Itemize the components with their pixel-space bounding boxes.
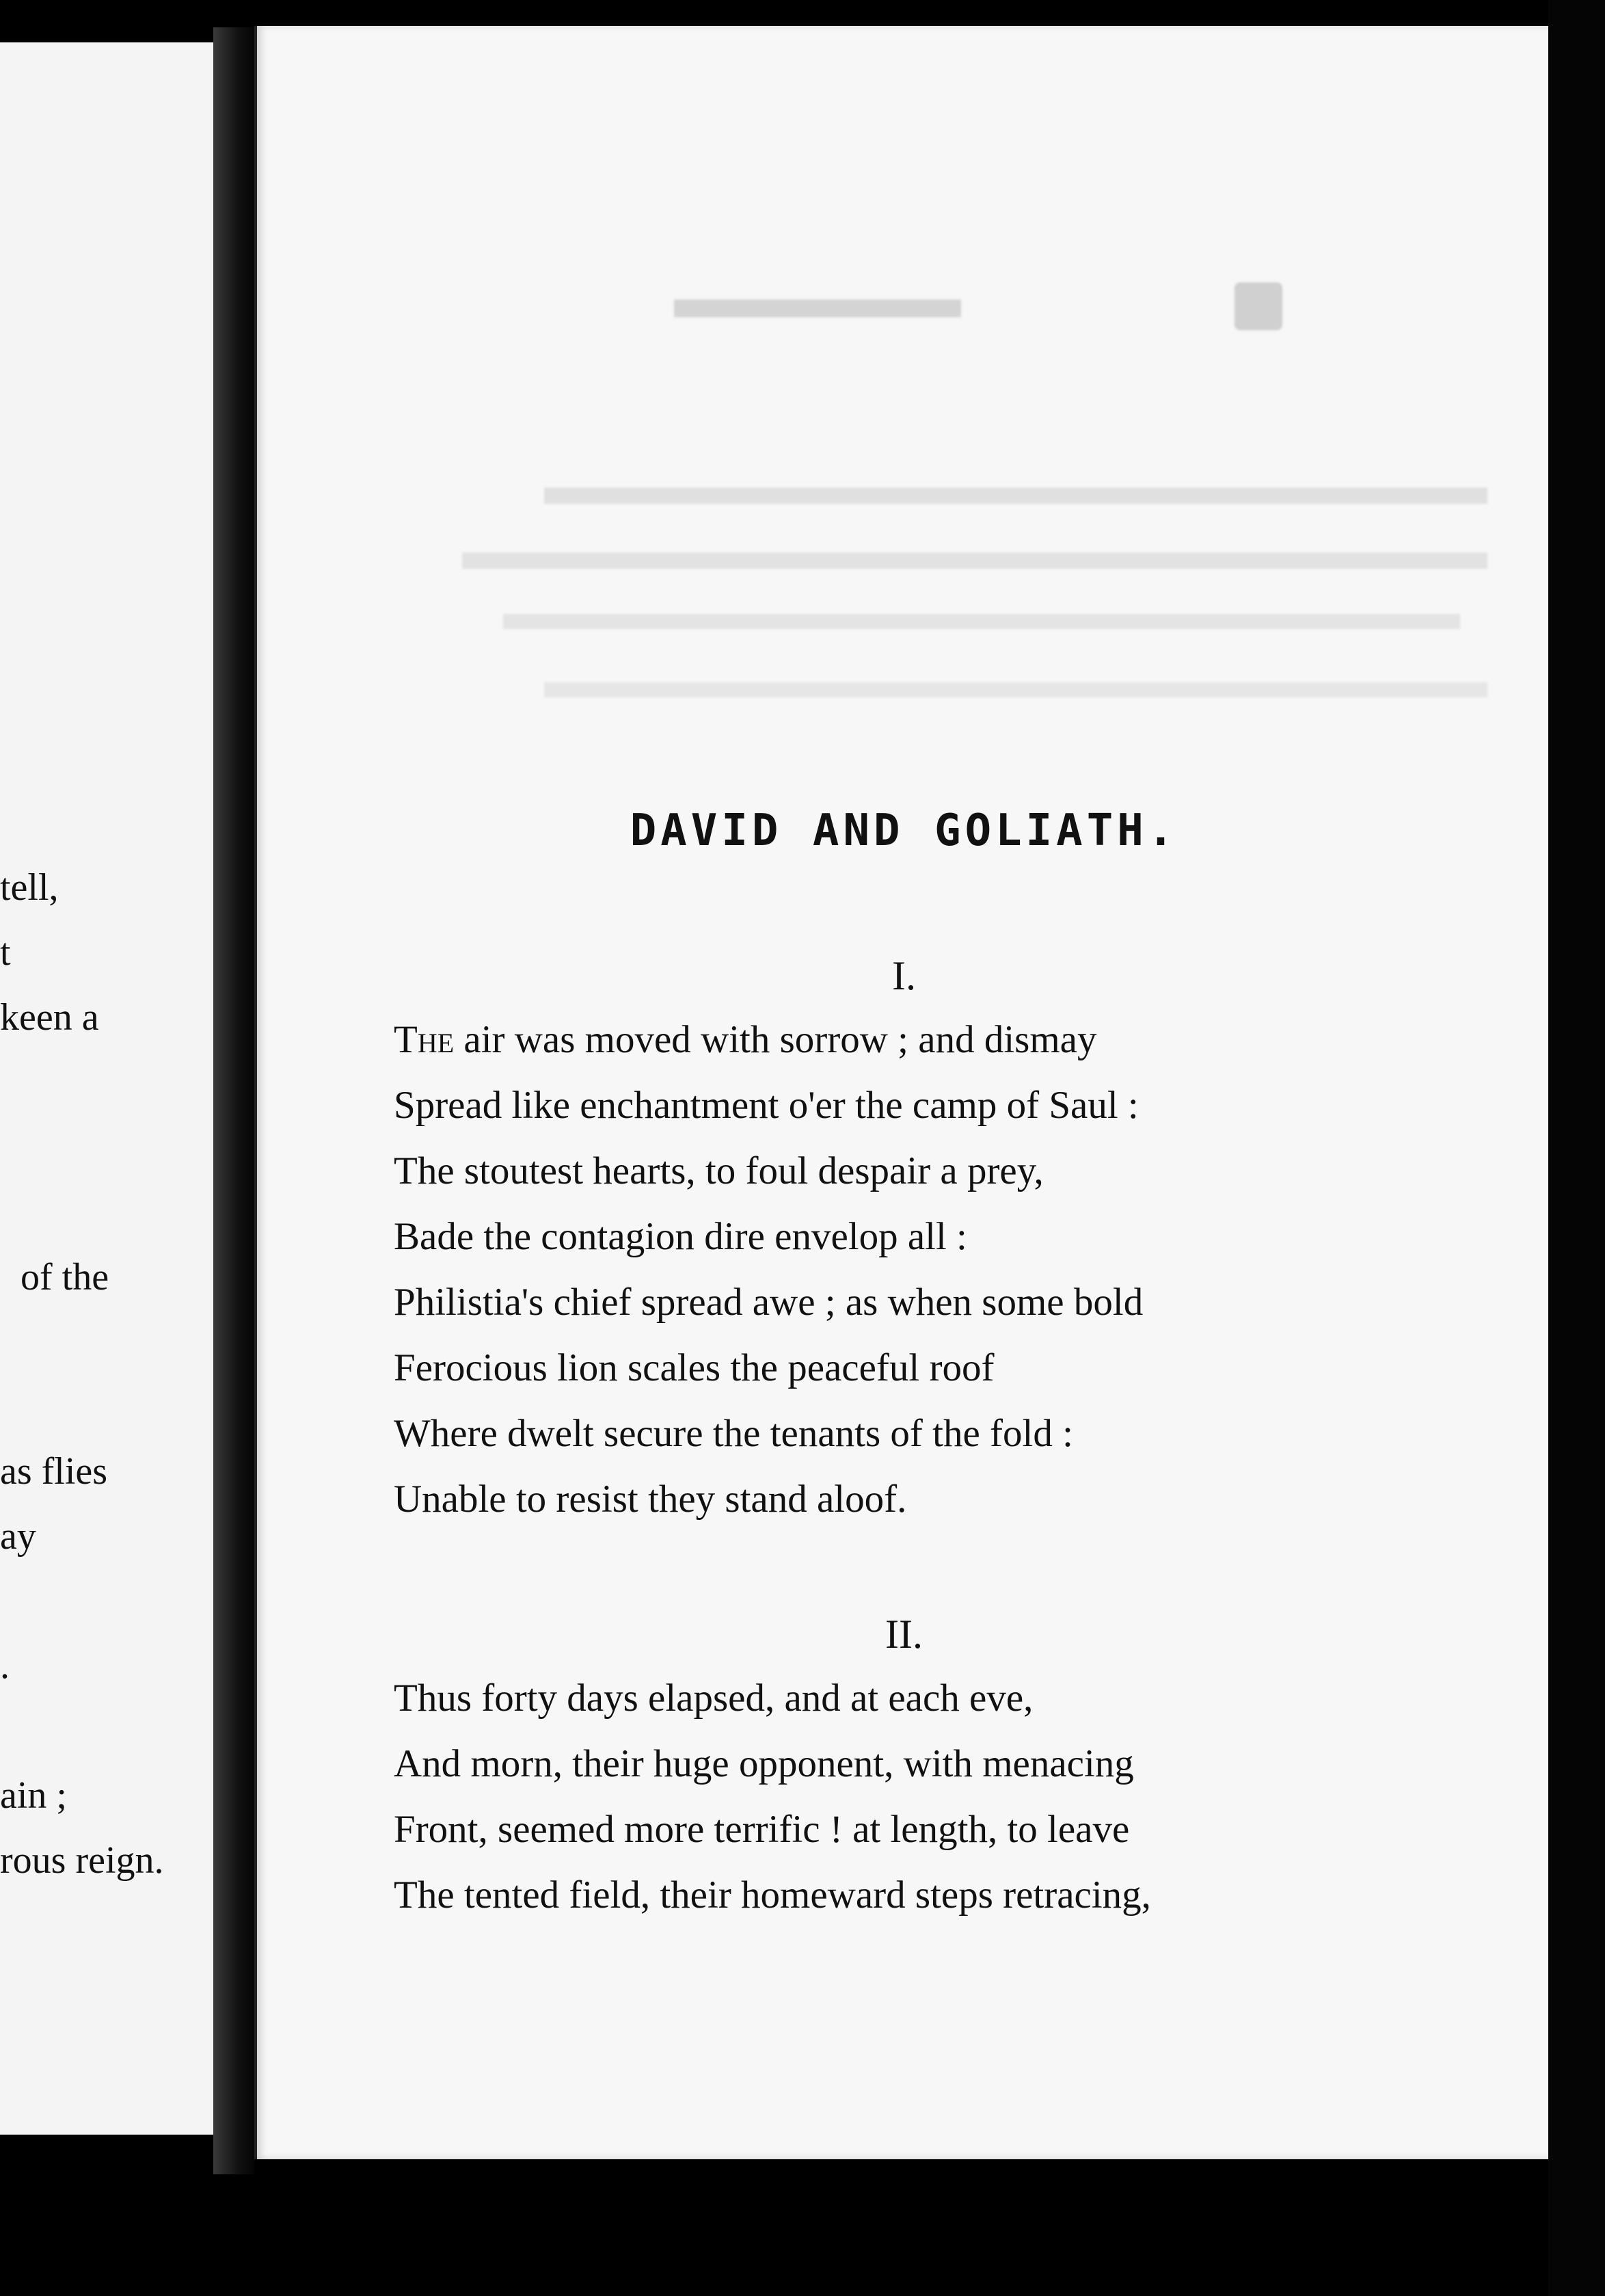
verse-line-text: air was moved with sorrow ; and dismay: [454, 1018, 1097, 1061]
verse-line: Bade the contagion dire envelop all :: [394, 1215, 967, 1258]
left-fragment: .: [0, 1644, 10, 1687]
stanza-number: I.: [892, 953, 916, 998]
stanza-1: [394, 1007, 1510, 1532]
book-gutter: [213, 27, 254, 2174]
verse-line: The stoutest hearts, to foul despair a prey,: [394, 1149, 1044, 1192]
verse-line: Spread like enchantment o'er the camp of Saul :: [394, 1084, 1139, 1127]
stanza-number: II.: [885, 1612, 923, 1657]
verse-line: Ferocious lion scales the peaceful roof: [394, 1346, 995, 1389]
left-fragment: rous reign.: [0, 1839, 164, 1882]
lead-word: The: [394, 1018, 455, 1061]
verse-line: The tented field, their homeward steps retracing,: [394, 1873, 1151, 1917]
poem-title: DAVID AND GOLIATH.: [630, 805, 1178, 856]
verse-line: Thus forty days elapsed, and at each eve,: [394, 1677, 1034, 1720]
left-fragment: tell,: [0, 866, 59, 909]
left-fragment: of the: [21, 1256, 109, 1298]
verse-line: Unable to resist they stand aloof.: [394, 1478, 907, 1521]
book-page: [254, 26, 1551, 2159]
left-fragment: ain ;: [0, 1774, 67, 1817]
bleed-through-mark: [503, 614, 1460, 629]
bleed-through-mark: [544, 682, 1487, 697]
bleed-through-mark: [544, 488, 1487, 504]
verse-line: Front, seemed more terrific ! at length, to leave: [394, 1808, 1130, 1851]
left-fragment: t: [0, 931, 11, 974]
left-fragment: ay: [0, 1515, 36, 1558]
left-facing-page: [0, 42, 220, 2135]
verse-line: Philistia's chief spread awe ; as when some bold: [394, 1281, 1144, 1324]
stanza-2: [394, 1666, 1510, 1928]
left-fragment: as flies: [0, 1450, 108, 1493]
left-fragment: keen a: [0, 996, 99, 1039]
verse-line: [394, 1007, 1510, 1073]
scan-border: [1548, 0, 1605, 2296]
bleed-through-mark: [1235, 282, 1282, 330]
verse-line: Where dwelt secure the tenants of the fold :: [394, 1412, 1073, 1455]
bleed-through-mark: [674, 299, 961, 317]
verse-line: And morn, their huge opponent, with menacing: [394, 1742, 1134, 1785]
bleed-through-mark: [462, 552, 1487, 569]
